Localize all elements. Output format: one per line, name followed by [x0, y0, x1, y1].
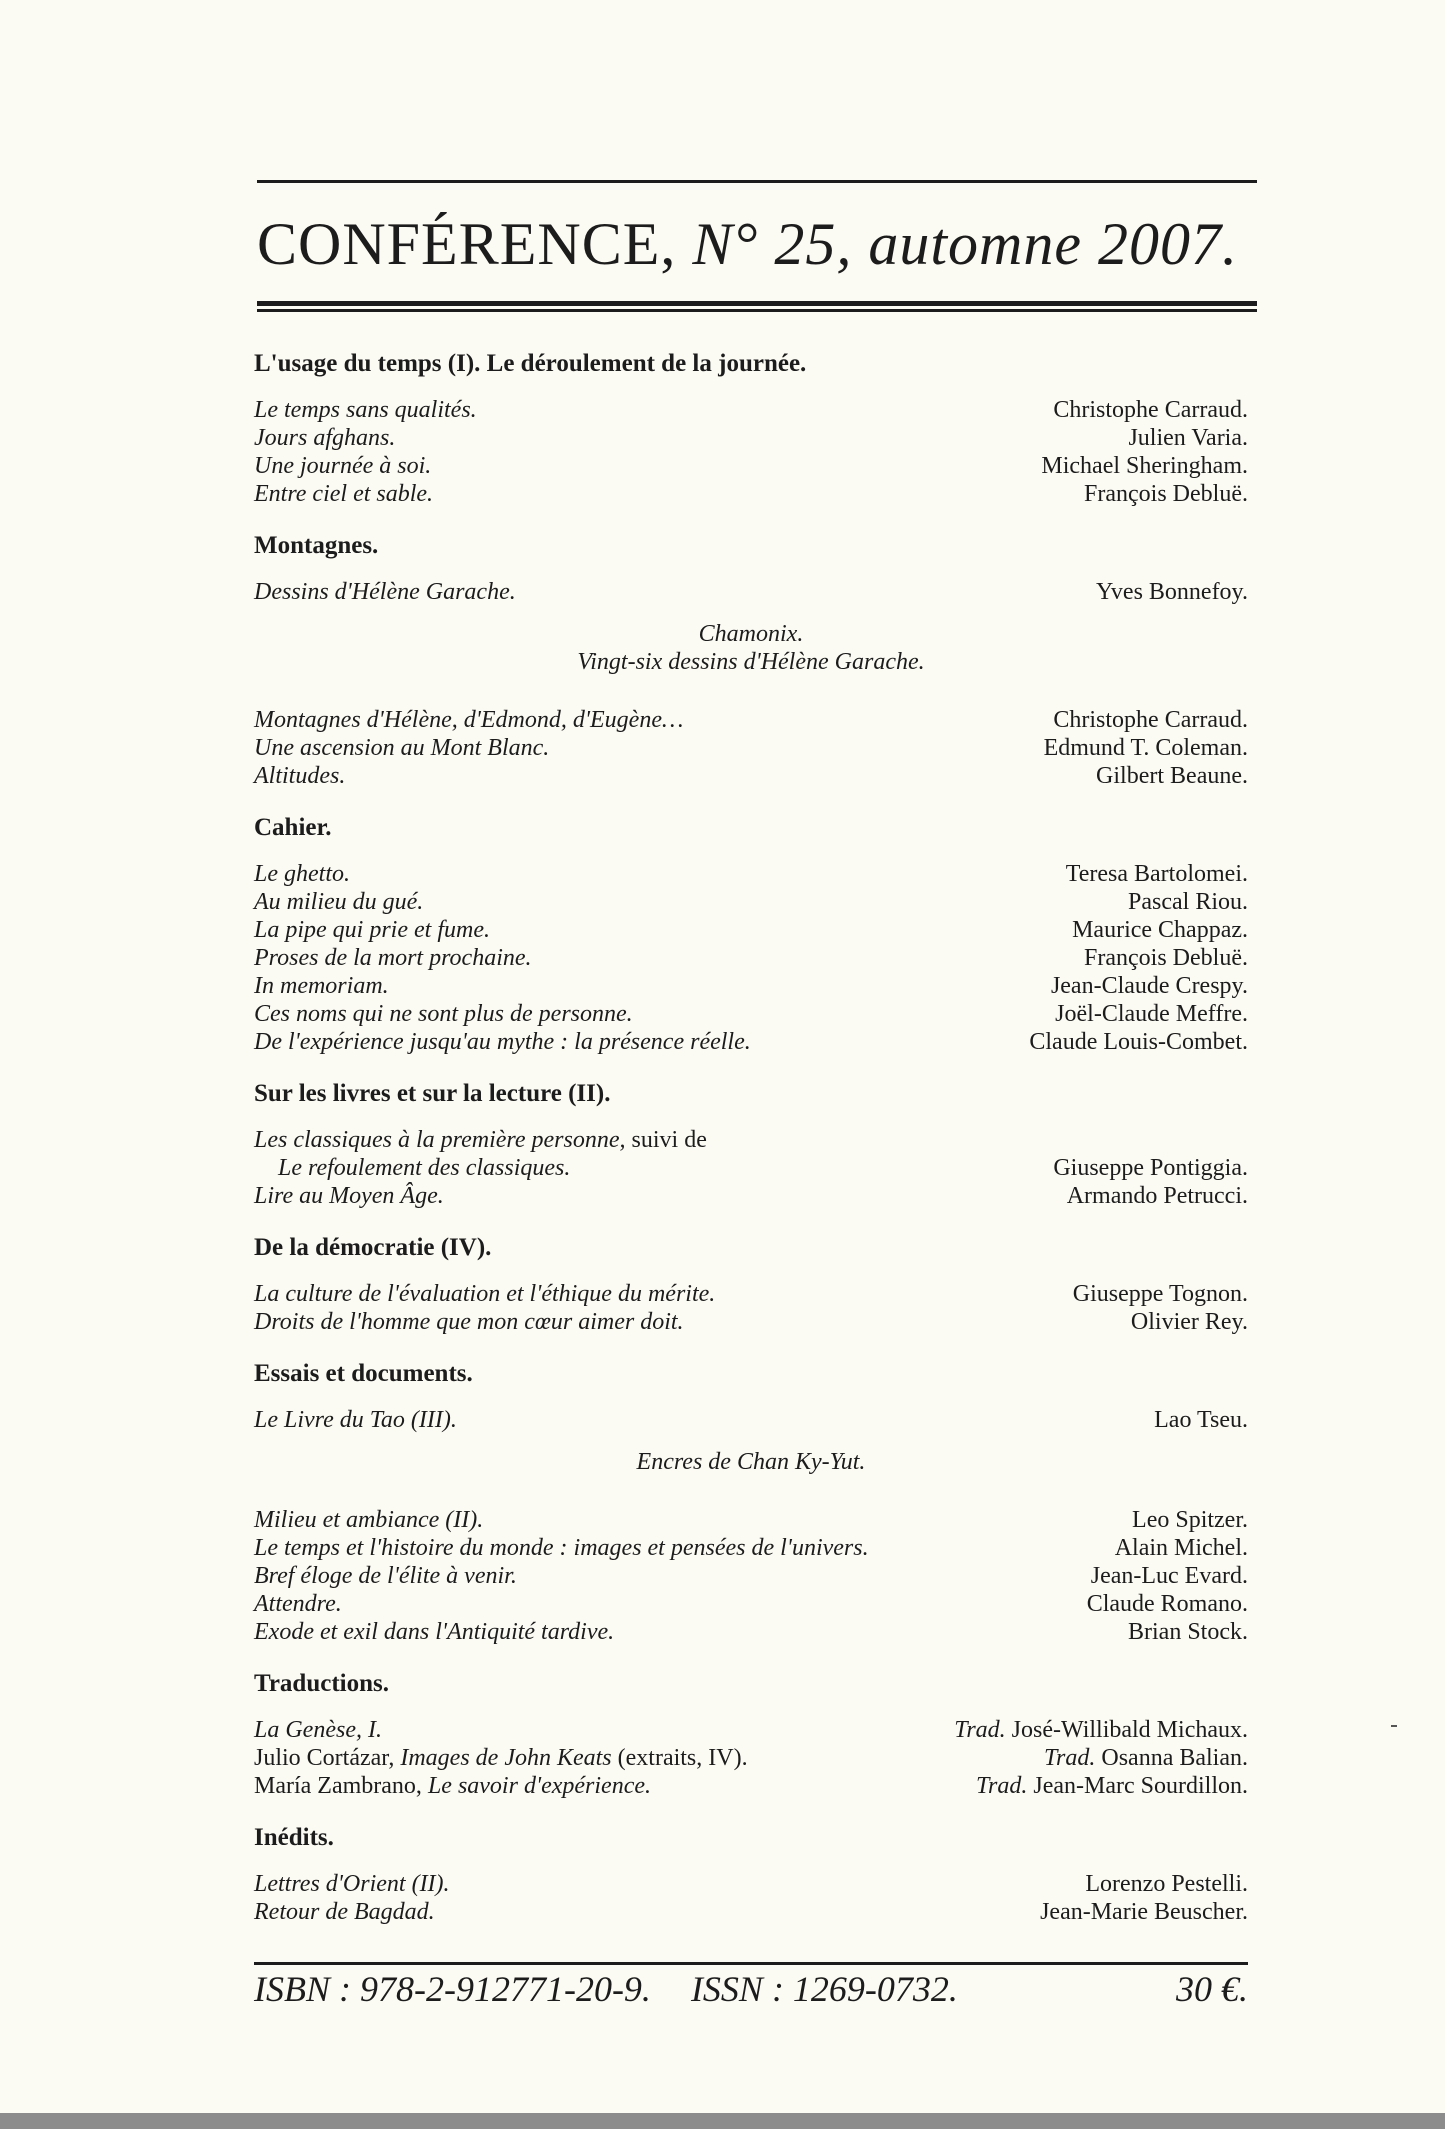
title-text: Le ghetto. [254, 861, 350, 887]
article-title [254, 578, 516, 606]
title-text: Images de John Keats [400, 1745, 612, 1771]
author-name: Jean-Luc Evard. [1090, 1563, 1248, 1589]
article-author [1053, 1154, 1248, 1182]
article-author [1096, 762, 1248, 790]
section-title: Montagnes. [254, 532, 379, 559]
toc-section [254, 1670, 1248, 1800]
center-feature [254, 1448, 1248, 1476]
article-author [1115, 1534, 1248, 1562]
section-title: De la démocratie (IV). [254, 1234, 492, 1261]
toc-row [254, 762, 1248, 790]
title-text: De l'expérience jusqu'au mythe : la présence réelle. [254, 1029, 751, 1055]
author-name: François Debluë. [1084, 945, 1248, 971]
article-author [1072, 916, 1248, 944]
article-title [254, 1308, 684, 1336]
author-name: Yves Bonnefoy. [1095, 579, 1248, 605]
center-line: Encres de Chan Ky-Yut. [636, 1449, 866, 1475]
title-text: Droits de l'homme que mon cœur aimer doit. [254, 1309, 684, 1335]
article-author [1091, 1562, 1248, 1590]
toc-row [254, 916, 1248, 944]
article-title [254, 1406, 457, 1434]
article-title [254, 1154, 570, 1182]
title-text: Montagnes d'Hélène, d'Edmond, d'Eugène… [254, 707, 684, 733]
title-text: Le refoulement des classiques. [278, 1155, 571, 1181]
article-title [254, 1744, 748, 1772]
masthead-frame [257, 180, 1257, 312]
translator-label: Trad. [954, 1717, 1006, 1743]
title-text: Proses de la mort prochaine. [254, 945, 532, 971]
author-name: Brian Stock. [1128, 1619, 1248, 1645]
title-text: In memoriam. [254, 973, 389, 999]
section-title: Inédits. [254, 1824, 334, 1851]
journal-name: CONFÉRENCE, [257, 211, 677, 277]
toc-section [254, 532, 1248, 790]
toc-section [254, 814, 1248, 1056]
author-name: Joël-Claude Meffre. [1055, 1001, 1248, 1027]
article-author [954, 1716, 1248, 1744]
author-name: François Debluë. [1084, 481, 1248, 507]
toc-row [254, 1618, 1248, 1646]
article-title [254, 1772, 651, 1800]
article-title [254, 1716, 382, 1744]
author-name: Lorenzo Pestelli. [1085, 1871, 1248, 1897]
center-feature [254, 620, 1248, 676]
toc-row [254, 1898, 1248, 1926]
author-name: Armando Petrucci. [1066, 1183, 1248, 1209]
title-text: Le temps sans qualités. [254, 397, 477, 423]
toc-row [254, 1126, 1248, 1154]
title-prefix: Julio Cortázar, [254, 1745, 401, 1771]
toc-row [254, 1506, 1248, 1534]
title-text: Lire au Moyen Âge. [254, 1183, 444, 1209]
title-text: Exode et exil dans l'Antiquité tardive. [254, 1619, 615, 1645]
article-author [1154, 1406, 1248, 1434]
title-text: Le savoir d'expérience. [427, 1773, 651, 1799]
article-author [1044, 1744, 1248, 1772]
article-author [1066, 860, 1248, 888]
toc-row [254, 396, 1248, 424]
toc-row [254, 1772, 1248, 1800]
toc-row [254, 1870, 1248, 1898]
article-author [1087, 1590, 1248, 1618]
title-text: Une ascension au Mont Blanc. [254, 735, 550, 761]
title-text: Les classiques à la première personne, [254, 1127, 626, 1153]
author-name: José-Willibald Michaux. [1005, 1717, 1248, 1743]
title-text: La pipe qui prie et fume. [254, 917, 490, 943]
author-name: Michael Sheringham. [1041, 453, 1248, 479]
article-title [254, 762, 345, 790]
author-name: Christophe Carraud. [1053, 707, 1248, 733]
article-title [254, 1590, 342, 1618]
footer [254, 1968, 1248, 2010]
toc-row [254, 424, 1248, 452]
title-text: Une journée à soi. [254, 453, 432, 479]
title-suffix: (extraits, IV). [611, 1745, 748, 1771]
toc-row [254, 1308, 1248, 1336]
toc-row [254, 944, 1248, 972]
author-name: Alain Michel. [1114, 1535, 1248, 1561]
author-name: Jean-Marie Beuscher. [1040, 1899, 1248, 1925]
toc-row [254, 1744, 1248, 1772]
toc-section [254, 1080, 1248, 1210]
title-suffix: suivi de [625, 1127, 707, 1153]
author-name: Giuseppe Tognon. [1072, 1281, 1248, 1307]
double-rule [257, 301, 1257, 312]
article-author [1053, 396, 1248, 424]
toc-row [254, 1000, 1248, 1028]
author-name: Jean-Marc Sourdillon. [1027, 1773, 1248, 1799]
toc-row [254, 734, 1248, 762]
toc-row [254, 1562, 1248, 1590]
author-name: Lao Tseu. [1154, 1407, 1248, 1433]
author-name: Maurice Chappaz. [1072, 917, 1248, 943]
section-title: Traductions. [254, 1670, 389, 1697]
author-name: Julien Varia. [1128, 425, 1248, 451]
title-text: Retour de Bagdad. [254, 1899, 435, 1925]
author-name: Giuseppe Pontiggia. [1053, 1155, 1248, 1181]
article-title [254, 1000, 633, 1028]
title-text: Altitudes. [254, 763, 346, 789]
article-title [254, 1028, 751, 1056]
title-text: Milieu et ambiance (II). [254, 1507, 484, 1533]
title-text: Ces noms qui ne sont plus de personne. [254, 1001, 633, 1027]
article-author [1029, 1028, 1248, 1056]
price: 30 €. [1176, 1969, 1248, 2009]
article-title [254, 452, 431, 480]
toc-row [254, 706, 1248, 734]
masthead [257, 183, 1257, 301]
article-author [1084, 944, 1248, 972]
article-author [1040, 1898, 1248, 1926]
toc-section [254, 1234, 1248, 1336]
article-title [254, 396, 477, 424]
article-title [254, 1534, 869, 1562]
author-name: Gilbert Beaune. [1096, 763, 1248, 789]
title-text: La Genèse, I. [254, 1717, 382, 1743]
author-name: Olivier Rey. [1130, 1309, 1248, 1335]
translator-label: Trad. [1044, 1745, 1096, 1771]
article-author [976, 1772, 1248, 1800]
title-prefix: María Zambrano, [254, 1773, 428, 1799]
title-text: Bref éloge de l'élite à venir. [254, 1563, 517, 1589]
article-title [254, 972, 389, 1000]
section-title: Sur les livres et sur la lecture (II). [254, 1080, 611, 1107]
toc-row [254, 578, 1248, 606]
toc-row [254, 1534, 1248, 1562]
article-title [254, 706, 683, 734]
article-title [254, 1126, 707, 1154]
toc-row [254, 1590, 1248, 1618]
article-title [254, 1562, 517, 1590]
center-line: Vingt-six dessins d'Hélène Garache. [577, 649, 925, 675]
article-author [1128, 1618, 1248, 1646]
author-name: Claude Louis-Combet. [1029, 1029, 1248, 1055]
article-author [1084, 480, 1248, 508]
author-name: Pascal Riou. [1128, 889, 1248, 915]
article-author [1044, 734, 1248, 762]
author-name: Christophe Carraud. [1053, 397, 1248, 423]
article-title [254, 424, 395, 452]
toc-row [254, 860, 1248, 888]
article-title [254, 1506, 483, 1534]
title-text: Lettres d'Orient (II). [254, 1871, 450, 1897]
author-name: Teresa Bartolomei. [1065, 861, 1248, 887]
title-text: Entre ciel et sable. [254, 481, 434, 507]
section-title: Cahier. [254, 814, 332, 841]
title-text: Jours afghans. [254, 425, 396, 451]
author-name: Osanna Balian. [1095, 1745, 1248, 1771]
article-title [254, 1870, 450, 1898]
title-text: Attendre. [254, 1591, 342, 1617]
author-name: Claude Romano. [1086, 1591, 1248, 1617]
article-title [254, 1898, 435, 1926]
issue-info: N° 25, automne 2007. [692, 211, 1239, 277]
scan-edge [0, 2113, 1445, 2129]
author-name: Edmund T. Coleman. [1043, 735, 1248, 761]
article-title [254, 944, 532, 972]
toc-section [254, 350, 1248, 508]
title-text: Au milieu du gué. [254, 889, 424, 915]
article-author [1096, 578, 1248, 606]
title-text: La culture de l'évaluation et l'éthique du mérite. [254, 1281, 716, 1307]
journal-title [257, 210, 1238, 279]
footer-rule [254, 1962, 1248, 1965]
article-title [254, 1182, 444, 1210]
title-text: Dessins d'Hélène Garache. [254, 579, 516, 605]
title-text: Le temps et l'histoire du monde : images et pensées de l'univers. [254, 1535, 869, 1561]
article-title [254, 916, 490, 944]
article-author [1053, 706, 1248, 734]
author-name: Leo Spitzer. [1132, 1507, 1248, 1533]
table-of-contents [254, 350, 1248, 1950]
toc-row [254, 1406, 1248, 1434]
article-title [254, 860, 350, 888]
article-author [1041, 452, 1248, 480]
toc-row [254, 480, 1248, 508]
article-title [254, 1280, 715, 1308]
article-author [1067, 1182, 1248, 1210]
article-title [254, 888, 423, 916]
issn: ISSN : 1269-0732. [690, 1969, 958, 2009]
isbn: ISBN : 978-2-912771-20-9. [254, 1969, 651, 2009]
toc-row [254, 1716, 1248, 1744]
toc-row [254, 888, 1248, 916]
article-author [1051, 972, 1248, 1000]
article-author [1128, 424, 1248, 452]
toc-row [254, 972, 1248, 1000]
toc-row [254, 1182, 1248, 1210]
section-title: L'usage du temps (I). Le déroulement de la journée. [254, 350, 807, 377]
article-author [1132, 1506, 1248, 1534]
article-title [254, 1618, 614, 1646]
article-title [254, 734, 549, 762]
toc-row [254, 1028, 1248, 1056]
article-author [1085, 1870, 1248, 1898]
title-text: Le Livre du Tao (III). [254, 1407, 457, 1433]
article-author [1055, 1000, 1248, 1028]
toc-section [254, 1824, 1248, 1926]
article-author [1073, 1280, 1248, 1308]
article-title [254, 480, 433, 508]
toc-row [254, 1154, 1248, 1182]
toc-row [254, 1280, 1248, 1308]
article-author [1131, 1308, 1248, 1336]
toc-row [254, 452, 1248, 480]
article-author [1128, 888, 1248, 916]
scan-speck [1391, 1725, 1397, 1727]
toc-section [254, 1360, 1248, 1646]
author-name: Jean-Claude Crespy. [1050, 973, 1248, 999]
center-line: Chamonix. [698, 621, 804, 647]
section-title: Essais et documents. [254, 1360, 473, 1387]
translator-label: Trad. [976, 1773, 1028, 1799]
